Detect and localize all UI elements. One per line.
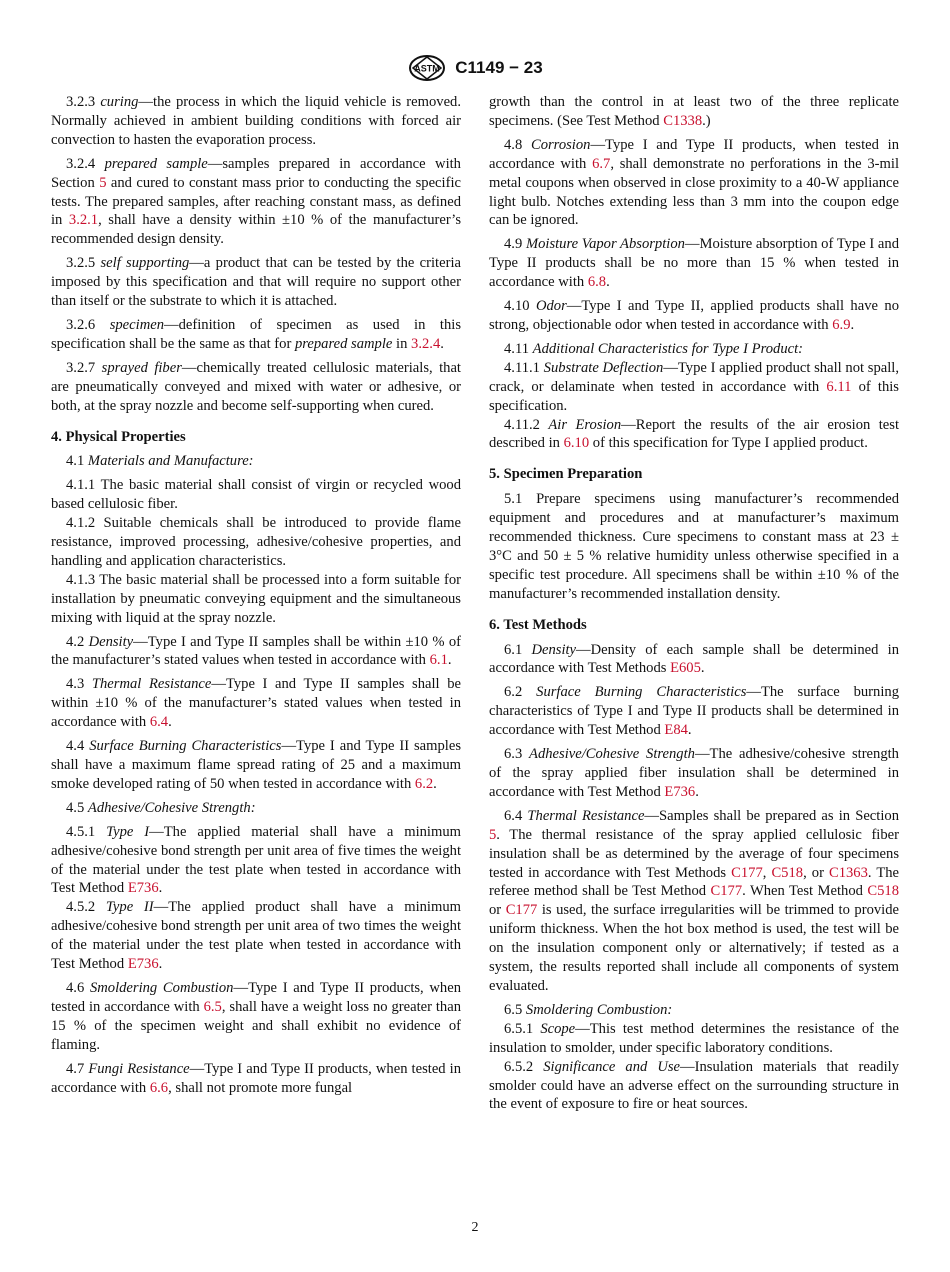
xref-link[interactable]: C1338 (663, 112, 703, 129)
paragraph-6-3: 6.3 Adhesive/Cohesive Strength—The adhesive/cohesive strength of the spray applied fiber insulation shall be determined in accordance with Test Method E736. (489, 746, 899, 800)
page-header (0, 54, 950, 84)
right-column (489, 93, 899, 1114)
paragraph-4-1: 4.1 Materials and Manufacture: (66, 453, 254, 470)
paragraph-4-1-2: 4.1.2 Suitable chemicals shall be introduced to provide flame resistance, improved processing, adhesive/cohesive properties, and handling and application characteristics. (51, 515, 461, 569)
xref-link[interactable]: 6.4 (149, 714, 169, 731)
paragraph-6-5-2: 6.5.2 Significance and Use—Insulation materials that readily smolder could have an adverse effect on the surrounding structure in the event of exposure to fire or heat sources. (489, 1058, 899, 1113)
paragraph-4-11-2: 4.11.2 Air Erosion—Report the results of the air erosion test described in 6.10 of this specification for Type I applied product. (489, 416, 900, 452)
paragraph-3-2-3: 3.2.3 curing—the process in which the liquid vehicle is removed. Normally achieved in ambient building conditions with forced air convection to hasten the evaporation process. (51, 94, 461, 148)
paragraph-4-1-1: 4.1.1 The basic material shall consist of virgin or recycled wood based cellulosic fiber. (51, 477, 461, 513)
paragraph-4-5: 4.5 Adhesive/Cohesive Strength: (66, 799, 256, 816)
logo-text: ASTM (414, 63, 441, 74)
paragraph-4-9: 4.9 Moisture Vapor Absorption—Moisture absorption of Type I and Type II products shall be no more than 15 % when tested in accordance with 6.8. (489, 236, 900, 291)
paragraph-5-1: 5.1 Prepare specimens using manufacturer’s recommended equipment and procedures and at manufacturer’s maximum recommended thickness. Cure specimens to constant mass at 23 ± 3°C and 50 ± 5 % relative humidity unless otherwise specified in a specific test procedure. All specimens shall be within ±10 % of the manufacturer’s recommended installation density. (489, 491, 899, 602)
paragraph-6-1: 6.1 Density—Density of each sample shall be determined in accordance with Test Methods E605. (489, 641, 899, 677)
xref-link[interactable]: 6.8 (587, 274, 607, 291)
xref-link[interactable]: C518 (867, 883, 899, 900)
paragraph-4-6: 4.6 Smoldering Combustion—Type I and Type II products, when tested in accordance with 6.5, shall have a weight loss no greater than 15 % of the specimen weight and shall exhibit no evidence of flaming. (51, 979, 462, 1053)
paragraph-3-2-5: 3.2.5 self supporting—a product that can be tested by the criteria imposed by this specification and that will require no support other than itself or the substrate to which it is attached. (51, 255, 461, 310)
xref-link[interactable]: E736 (664, 783, 696, 800)
xref-link[interactable]: 5 (99, 174, 107, 191)
xref-link[interactable]: 6.2 (414, 775, 434, 792)
paragraph-6-5: 6.5 Smoldering Combustion: (504, 1001, 673, 1018)
section-heading-6: 6. Test Methods (489, 616, 587, 633)
xref-link[interactable]: E605 (670, 660, 701, 677)
section-heading-5: 5. Specimen Preparation (489, 466, 643, 483)
paragraph-6-4: 6.4 Thermal Resistance—Samples shall be prepared as in Section 5. The thermal resistance of the spray applied cellulosic fiber insulation shall be as determined by the average of four specimens tested in accordance with Test Methods C177, C518, or C1363. The referee method shall be Test Method C177. When Test Method C518 or C177 is used, the surface irregularities will be trimmed to provide uniform thickness. When the hot box method is used, the test will be on the insulation component only or alternatively; if tested as a system, the results reported shall include all components of system evaluated. (489, 807, 900, 994)
xref-link[interactable]: C1363 (828, 864, 868, 881)
xref-link[interactable]: C518 (771, 864, 804, 881)
left-column (51, 93, 461, 1102)
document-designation: C1149 − 23 (455, 58, 543, 77)
xref-link[interactable]: 5 (489, 826, 497, 843)
paragraph-4-5-2: 4.5.2 Type II—The applied product shall have a minimum adhesive/cohesive bond strength per unit area of two times the weight of the material under the test plate when tested in accordance with Test Method E736. (51, 899, 461, 973)
xref-link[interactable]: 6.9 (832, 316, 851, 333)
xref-link[interactable]: C177 (710, 883, 743, 900)
paragraph-4-4: 4.4 Surface Burning Characteristics—Type I and Type II samples shall have a maximum flame spread rating of 25 and a maximum smoke developed rating of 50 when tested in accordance with 6.2. (51, 738, 462, 792)
xref-link[interactable]: 3.2.4 (411, 335, 441, 352)
page-number: 2 (471, 1220, 479, 1235)
xref-link[interactable]: E736 (127, 880, 159, 897)
paragraph-6-5-1: 6.5.1 Scope—This test method determines the resistance of the insulation to smolder, under specific laboratory conditions. (489, 1020, 899, 1056)
paragraph-4-7-continued: growth than the control in at least two of the three replicate specimens. (See Test Method C1338.) (489, 94, 899, 129)
xref-link[interactable]: 6.10 (563, 435, 590, 452)
paragraph-4-11-1: 4.11.1 Substrate Deflection—Type I applied product shall not spall, crack, or delaminate when tested in accordance with 6.11 of this specification. (489, 359, 899, 414)
paragraph-4-1-3: 4.1.3 The basic material shall be processed into a form suitable for installation by pneumatic conveying equipment and the simultaneous mixing with liquid at the spray nozzle. (51, 571, 461, 626)
xref-link[interactable]: E736 (127, 956, 159, 973)
section-heading-4: 4. Physical Properties (51, 428, 186, 445)
xref-link[interactable]: 6.5 (203, 998, 222, 1015)
paragraph-3-2-4: 3.2.4 prepared sample—samples prepared in accordance with Section 5 and cured to constant mass prior to conducting the specific tests. The prepared samples, after reaching constant mass, as defined in 3.2.1, shall have a density within ±10 % of the manufacturer’s recommended design density. (51, 155, 462, 248)
paragraph-4-10: 4.10 Odor—Type I and Type II, applied products shall have no strong, objectionable odor when tested in accordance with 6.9. (489, 298, 899, 333)
xref-link[interactable]: C177 (505, 902, 538, 919)
xref-link[interactable]: E84 (664, 722, 688, 739)
xref-link[interactable]: 6.1 (429, 652, 448, 669)
paragraph-4-3: 4.3 Thermal Resistance—Type I and Type II samples shall be within ±10 % of the manufacturer’s stated values when tested in accordance with 6.4. (51, 676, 461, 731)
paragraph-4-11: 4.11 Additional Characteristics for Type I Product: (504, 340, 804, 357)
xref-link[interactable]: 6.11 (826, 378, 852, 395)
paragraph-3-2-6: 3.2.6 specimen—definition of specimen as used in this specification shall be the same as that for prepared sample in 3.2.4. (51, 316, 461, 352)
xref-link[interactable]: 3.2.1 (68, 212, 99, 229)
paragraph-3-2-7: 3.2.7 sprayed fiber—chemically treated cellulosic materials, that are pneumatically conveyed and mixed with water or adhesive, or both, at the spray nozzle and become self-supporting when cured. (51, 359, 461, 414)
xref-link[interactable]: 6.7 (592, 155, 611, 172)
paragraph-4-7: 4.7 Fungi Resistance—Type I and Type II products, when tested in accordance with 6.6, shall not promote more fungal (51, 1060, 462, 1096)
astm-logo-icon (407, 54, 447, 82)
paragraph-4-5-1: 4.5.1 Type I—The applied material shall have a minimum adhesive/cohesive bond strength per unit area of five times the weight of the material under the test plate when tested in accordance with Test Method E736. (51, 823, 461, 897)
xref-link[interactable]: 6.6 (149, 1079, 169, 1096)
paragraph-4-8: 4.8 Corrosion—Type I and Type II products, when tested in accordance with 6.7, shall demonstrate no perforations in the 3-mil metal coupons when observed in close proximity to a 40-W appliance light bulb. Notches extending less than 3 mm into the coupon edge can be ignored. (489, 136, 899, 229)
paragraph-6-2: 6.2 Surface Burning Characteristics—The surface burning characteristics of Type I and Type II products shall be determined in accordance with Test Method E84. (489, 684, 899, 739)
paragraph-4-2: 4.2 Density—Type I and Type II samples shall be within ±10 % of the manufacturer’s stated values when tested in accordance with 6.1. (51, 633, 461, 669)
xref-link[interactable]: C177 (731, 864, 763, 881)
